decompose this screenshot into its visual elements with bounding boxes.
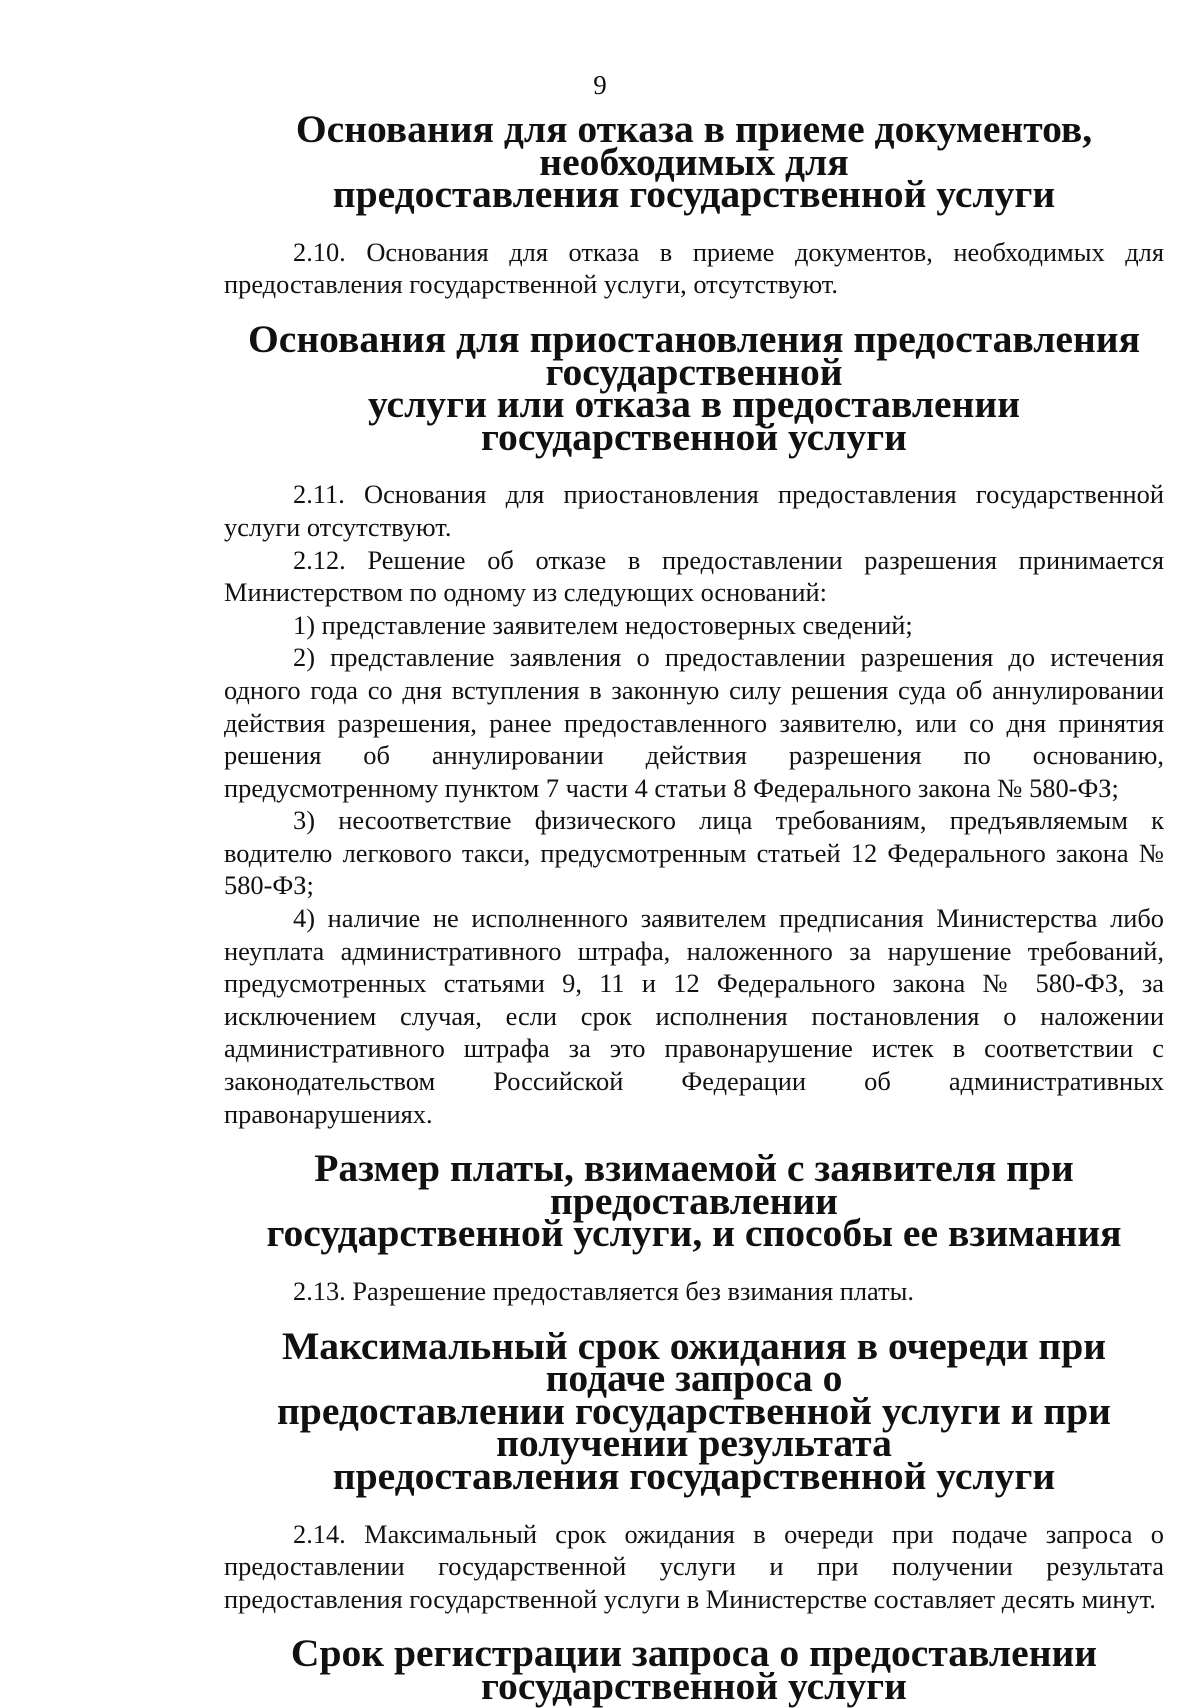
section-heading-suspension-refusal — [224, 316, 1164, 459]
paragraph-2-11: 2.11. Основания для приостановления предоставления государственной услуги отсутствуют. — [224, 479, 1164, 542]
heading-line: услуги или отказа в предоставлении государственной услуги — [367, 382, 1021, 459]
list-item-1: 1) представление заявителем недостоверных сведений; — [293, 609, 913, 640]
heading-line: предоставлении государственной услуги и при получении результата — [277, 1388, 1111, 1466]
heading-line: Размер платы, взимаемой с заявителя при предоставлении — [314, 1146, 1074, 1223]
heading-line: Основания для приостановления предоставления государственной — [248, 316, 1140, 394]
section-heading-queue-time — [224, 1323, 1164, 1498]
paragraph-2-14: 2.14. Максимальный срок ожидания в очереди при подаче запроса о предоставлении государственной услуги и при получении результата предоставления государственной услуги в Министерстве составляет десять минут. — [224, 1518, 1164, 1614]
heading-line: Основания для отказа в приеме документов, необходимых для — [295, 107, 1093, 184]
paragraph-2-12: 2.12. Решение об отказе в предоставлении разрешения принимается Министерством по одному из следующих оснований: — [224, 544, 1164, 608]
list-item-3: 3) несоответствие физического лица требованиям, предъявляемым к водителю легкового такси, предусмотренным статьей 12 Федерального закона № 580-ФЗ; — [224, 805, 1164, 901]
heading-line: государственной услуги, и способы ее взимания — [266, 1211, 1122, 1256]
page-number: 9 — [593, 70, 607, 100]
heading-line: предоставления государственной услуги — [332, 1453, 1056, 1498]
paragraph-2-13: 2.13. Разрешение предоставляется без взимания платы. — [293, 1276, 914, 1306]
heading-line: предоставления государственной услуги — [332, 172, 1056, 217]
section-heading-fee — [224, 1146, 1164, 1256]
paragraph-2-10: 2.10. Основания для отказа в приеме документов, необходимых для предоставления государственной услуги, отсутствуют. — [224, 236, 1164, 300]
heading-line: Максимальный срок ожидания в очереди при подаче запроса о — [281, 1323, 1107, 1401]
heading-line: Срок регистрации запроса о предоставлении государственной услуги — [290, 1631, 1098, 1708]
document-body — [224, 107, 1164, 1708]
section-heading-refusal-documents — [224, 107, 1164, 217]
list-item-2: 2) представление заявления о предоставлении разрешения до истечения одного года со дня вступления в законную силу решения суда об аннулировании действия разрешения, ранее предоставленного заявителю, или со дня принятия решения об аннулировании действия разрешения по основанию, предусмотренному пунктом 7 части 4 статьи 8 Федерального закона № 580-ФЗ; — [224, 642, 1164, 803]
section-heading-registration-term — [224, 1631, 1164, 1708]
list-item-4: 4) наличие не исполненного заявителем предписания Министерства либо неуплата административного штрафа, наложенного за нарушение требований, предусмотренных статьями 9, 11 и 12 Федерального закона № 580-ФЗ, за исключением случая, если срок исполнения постановления о наложении административного штрафа за это правонарушение истек в соответствии с законодательством Российской Федерации об административных правонарушениях. — [224, 903, 1164, 1129]
